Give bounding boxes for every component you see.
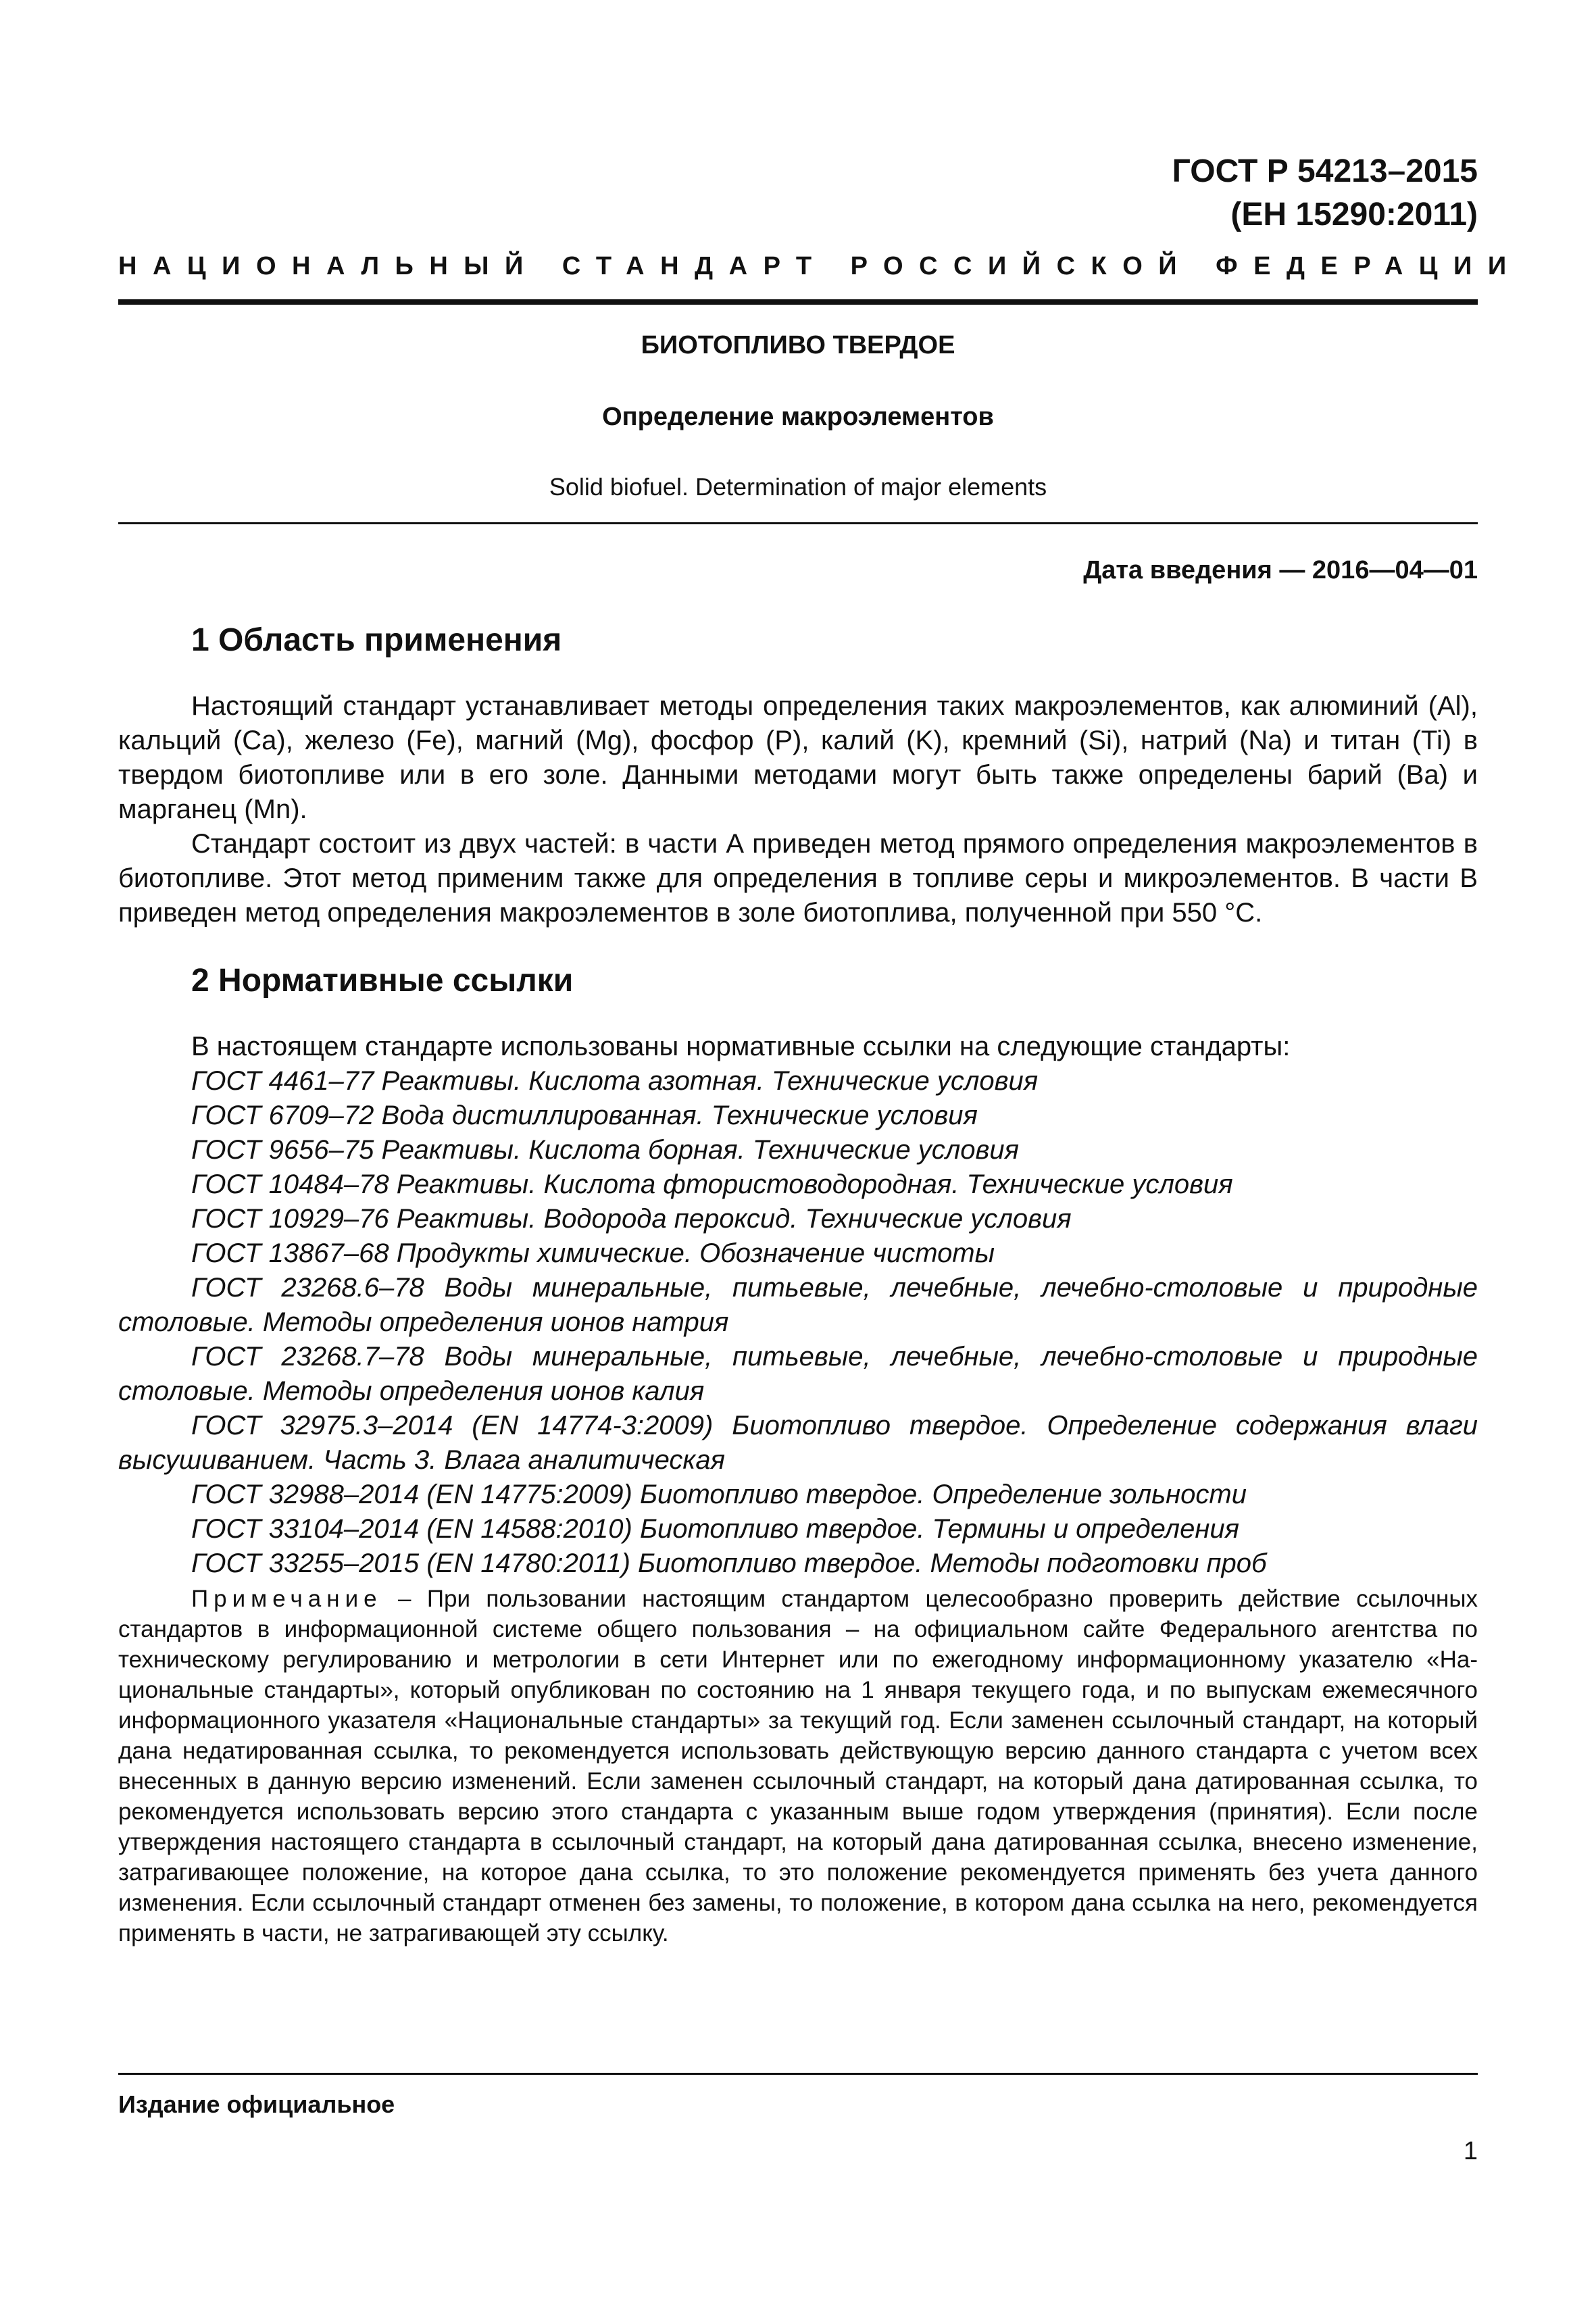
reference-item: ГОСТ 13867–68 Продукты химические. Обозначение чистоты: [191, 1238, 995, 1268]
reference-item: ГОСТ 33104–2014 (EN 14588:2010) Биотопливо твердое. Термины и определения: [191, 1514, 1239, 1544]
page-number: 1: [1463, 2137, 1478, 2165]
references-list: [118, 1030, 1478, 1581]
title-divider: [118, 522, 1478, 524]
reference-item: ГОСТ 32988–2014 (EN 14775:2009) Биотопливо твердое. Определение зольности: [191, 1480, 1247, 1509]
paragraph: Стандарт состоит из двух частей: в части А приведен метод прямого определения макроэлементов в биотопливе. Этот метод применим также для определения в топливе серы и микроэлементов. В части В приведен метод определения макроэлементов в золе биотоплива, полученной при 550 °С.: [118, 829, 1478, 928]
introduction-date: Дата введения — 2016—04—01: [1083, 556, 1478, 584]
document-page: [118, 0, 1522, 2314]
section-1-heading: 1 Область применения: [191, 622, 562, 658]
reference-item: ГОСТ 32975.3–2014 (EN 14774-3:2009) Биотопливо твердое. Определение содержания влаги высушиванием. Часть 3. Влага аналитическая: [118, 1411, 1478, 1475]
official-edition-label: Издание официальное: [118, 2090, 395, 2118]
reference-item: ГОСТ 9656–75 Реактивы. Кислота борная. Технические условия: [191, 1135, 1020, 1165]
reference-item: ГОСТ 23268.7–78 Воды минеральные, питьевые, лечебные, лечебно-столовые и природные столовые. Методы определения ионов калия: [118, 1342, 1478, 1406]
document-subtitle: Определение макроэлементов: [602, 403, 994, 431]
section-2-heading: 2 Нормативные ссылки: [191, 963, 574, 999]
standard-designation: [1172, 150, 1478, 236]
note: [118, 1584, 1478, 1948]
reference-item: ГОСТ 10484–78 Реактивы. Кислота фтористоводородная. Технические условия: [191, 1169, 1233, 1199]
references-intro: В настоящем стандарте использованы нормативные ссылки на следующие стандарты:: [191, 1032, 1291, 1061]
note-label: Примечание: [191, 1586, 382, 1612]
reference-item: ГОСТ 33255–2015 (EN 14780:2011) Биотопливо твердое. Методы подготовки проб: [191, 1549, 1267, 1578]
reference-item: ГОСТ 23268.6–78 Воды минеральные, питьевые, лечебные, лечебно-столовые и природные столовые. Методы определения ионов натрия: [118, 1273, 1478, 1337]
standard-number: ГОСТ Р 54213–2015: [1172, 153, 1478, 189]
footer-divider: [118, 2073, 1478, 2075]
reference-item: ГОСТ 6709–72 Вода дистиллированная. Технические условия: [191, 1101, 978, 1130]
section-1-body: [118, 689, 1478, 930]
note-text: – При пользовании настоящим стандартом целесообразно проверить действие ссылочных стандартов в информационной системе общего пользования – на официальном сайте Федерального агентства по техническому регулированию и метрологии в сети Интернет или по ежегодному информационному указателю «Национальные стандарты», который опубликован по состоянию на 1 января текущего года, и по выпускам ежемесячного информационного указателя «Национальные стандарты» за текущий год. Если заменен ссылочный стандарт, на который дана недатированная ссылка, то рекомендуется использовать действующую версию данного стандарта с учетом всех внесенных в данную версию изменений. Если заменен ссылочный стандарт, на который дана датированная ссылка, то рекомендуется использовать версию этого стандарта с указанным выше годом утверждения (принятия). Если после утверждения настоящего стандарта в ссылочный стандарт, на который дана датированная ссылка, внесено изменение, затрагивающее положение, на которое дана ссылка, то это положение рекомендуется применять без учета данного изменения. Если ссылочный стандарт отменен без замены, то положение, в котором дана ссылка на него, рекомендуется применять в части, не затрагивающей эту ссылку.: [118, 1586, 1478, 1946]
reference-item: ГОСТ 4461–77 Реактивы. Кислота азотная. Технические условия: [191, 1066, 1039, 1096]
header-divider: [118, 299, 1478, 305]
european-equivalent: (ЕН 15290:2011): [1230, 197, 1478, 232]
national-standard-banner: НАЦИОНАЛЬНЫЙ СТАНДАРТ РОССИЙСКОЙ ФЕДЕРАЦИИ: [118, 252, 1522, 280]
paragraph: Настоящий стандарт устанавливает методы определения таких макроэлементов, как алюминий (Al), кальций (Ca), железо (Fe), магний (Mg), фосфор (P), калий (K), кремний (Si), натрий (Na) и титан (Ti) в твердом биотопливе или в его золе. Данными методами могут быть также определены барий (Ba) и марганец (Mn).: [118, 691, 1478, 824]
english-title: Solid biofuel. Determination of major elements: [549, 473, 1047, 501]
document-title: БИОТОПЛИВО ТВЕРДОЕ: [641, 331, 955, 359]
reference-item: ГОСТ 10929–76 Реактивы. Водорода пероксид. Технические условия: [191, 1204, 1072, 1234]
